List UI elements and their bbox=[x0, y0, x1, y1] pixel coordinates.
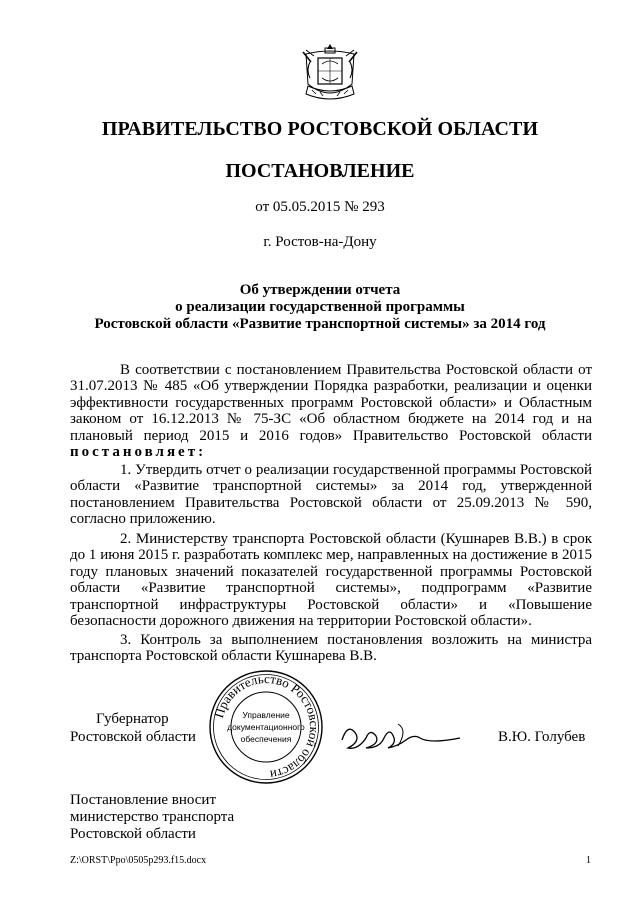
coat-of-arms-emblem bbox=[300, 40, 360, 102]
stamp-center-text: Управление bbox=[242, 710, 290, 720]
preamble-paragraph bbox=[70, 362, 592, 460]
stamp-center-text: обеспечения bbox=[240, 734, 292, 744]
resolves-word: постановляет: bbox=[70, 444, 207, 461]
city: г. Ростов-на-Дону bbox=[263, 234, 377, 250]
item-paragraph: 2. Министерству транспорта Ростовской области (Кушнарев В.В.) в срок до 1 июня 2015 г. разработать комплекс мер, направленных на достижение в 2015 году плановых значений показателей государственной программы Ростовской области «Развитие транспортной системы», подпрограмм «Развитие транспортной инфраструктуры Ростовской области» и «Повышение безопасности дорожного движения на территории Ростовской области». bbox=[70, 531, 592, 630]
signatory-title: Губернатор bbox=[96, 711, 169, 727]
submitter-note-line: Постановление вносит bbox=[70, 792, 217, 808]
signatory-title: Ростовской области bbox=[70, 729, 196, 745]
stamp-center-text: документационного bbox=[227, 722, 305, 732]
preamble-text: В соответствии с постановлением Правительства Ростовской области от 31.07.2013 № 485 «Об утверждении Порядка разработки, реализации и оценки эффективности государственных программ Ростовской области» и Областным законом от 16.12.2013 № 75-ЗС «Об областном бюджете на 2014 год и на плановый период 2015 и 2016 годов» Правительство Ростовской области bbox=[70, 362, 592, 444]
document-type: ПОСТАНОВЛЕНИЕ bbox=[225, 160, 415, 182]
item-paragraph: 3. Контроль за выполнением постановления возложить на министра транспорта Ростовской области Кушнарева В.В. bbox=[70, 632, 592, 665]
submitter-note-line: министерство транспорта bbox=[70, 809, 235, 825]
subject-line: Об утверждении отчета bbox=[239, 282, 401, 298]
subject-line: о реализации государственной программы bbox=[175, 299, 465, 315]
document-date-number: от 05.05.2015 № 293 bbox=[255, 199, 385, 215]
stamp-ring-text: Правительство Ростовской области bbox=[211, 670, 323, 783]
file-path: Z:\ORST\Ppo\0505p293.f15.docx bbox=[70, 855, 207, 866]
page-number: 1 bbox=[586, 855, 591, 866]
signatory-name: В.Ю. Голубев bbox=[498, 729, 586, 745]
handwritten-signature bbox=[338, 712, 478, 762]
item-paragraph: 1. Утвердить отчет о реализации государственной программы Ростовской области «Развитие транспортной системы» за 2014 год, утвержденной постановлением Правительства Ростовской области от 25.09.2013 № 590, согласно приложению. bbox=[70, 462, 592, 528]
submitter-note-line: Ростовской области bbox=[70, 826, 196, 842]
subject-line: Ростовской области «Развитие транспортной системы» за 2014 год bbox=[94, 316, 546, 332]
official-stamp bbox=[206, 667, 326, 787]
government-name: ПРАВИТЕЛЬСТВО РОСТОВСКОЙ ОБЛАСТИ bbox=[101, 118, 539, 140]
document-subject bbox=[0, 282, 640, 333]
submitter-note bbox=[70, 792, 234, 843]
